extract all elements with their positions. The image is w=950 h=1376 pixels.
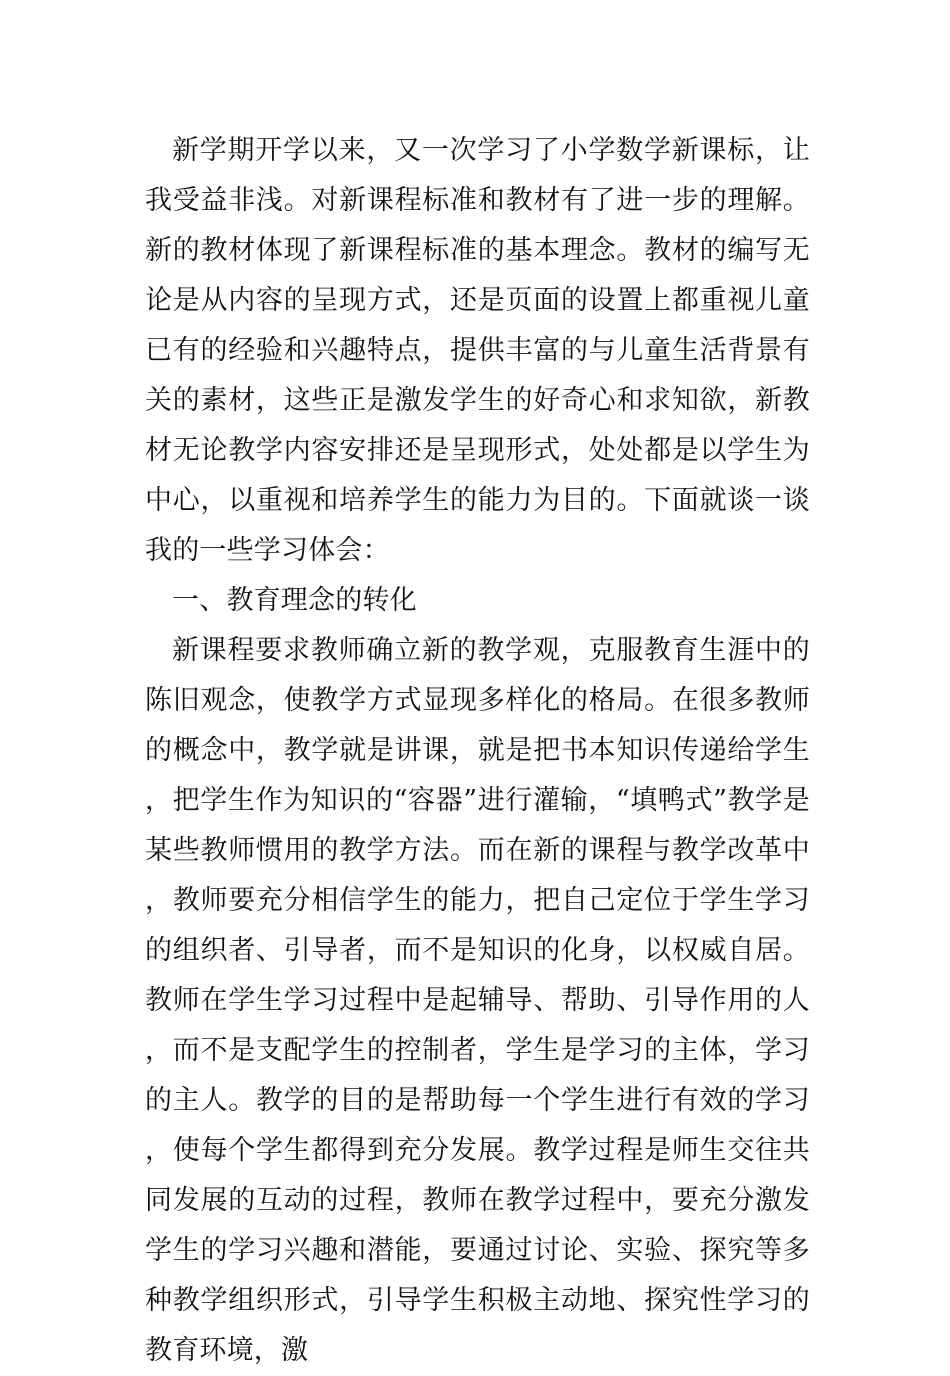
- document-body: [145, 126, 810, 1376]
- section-heading: 一、教育理念的转化: [172, 585, 417, 616]
- paragraph-intro: 新学期开学以来，又一次学习了小学数学新课标，让我受益非浅。对新课程标准和教材有了进一步的理解。新的教材体现了新课程标准的基本理念。教材的编写无论是从内容的呈现方式，还是页面的设置上都重视儿童已有的经验和兴趣特点，提供丰富的与儿童生活背景有关的素材，这些正是激发学生的好奇心和求知欲，新教材无论教学内容安排还是呈现形式，处处都是以学生为中心，以重视和培养学生的能力为目的。下面就谈一谈我的一些学习体会：: [145, 135, 810, 566]
- paragraph-education-concept: 新课程要求教师确立新的教学观，克服教育生涯中的陈旧观念，使教学方式显现多样化的格局。在很多教师的概念中，教学就是讲课，就是把书本知识传递给学生，把学生作为知识的“容器”进行灌输，“填鸭式”教学是某些教师惯用的教学方法。而在新的课程与教学改革中，教师要充分相信学生的能力，把自己定位于学生学习的组织者、引导者，而不是知识的化身，以权威自居。教师在学生学习过程中是起辅导、帮助、引导作用的人，而不是支配学生的控制者，学生是学习的主体，学习的主人。教学的目的是帮助每一个学生进行有效的学习，使每个学生都得到充分发展。教学过程是师生交往共同发展的互动的过程，教师在教学过程中，要充分激发学生的学习兴趣和潜能，要通过讨论、实验、探究等多种教学组织形式，引导学生积极主动地、探究性学习的教育环境，激: [145, 635, 810, 1366]
